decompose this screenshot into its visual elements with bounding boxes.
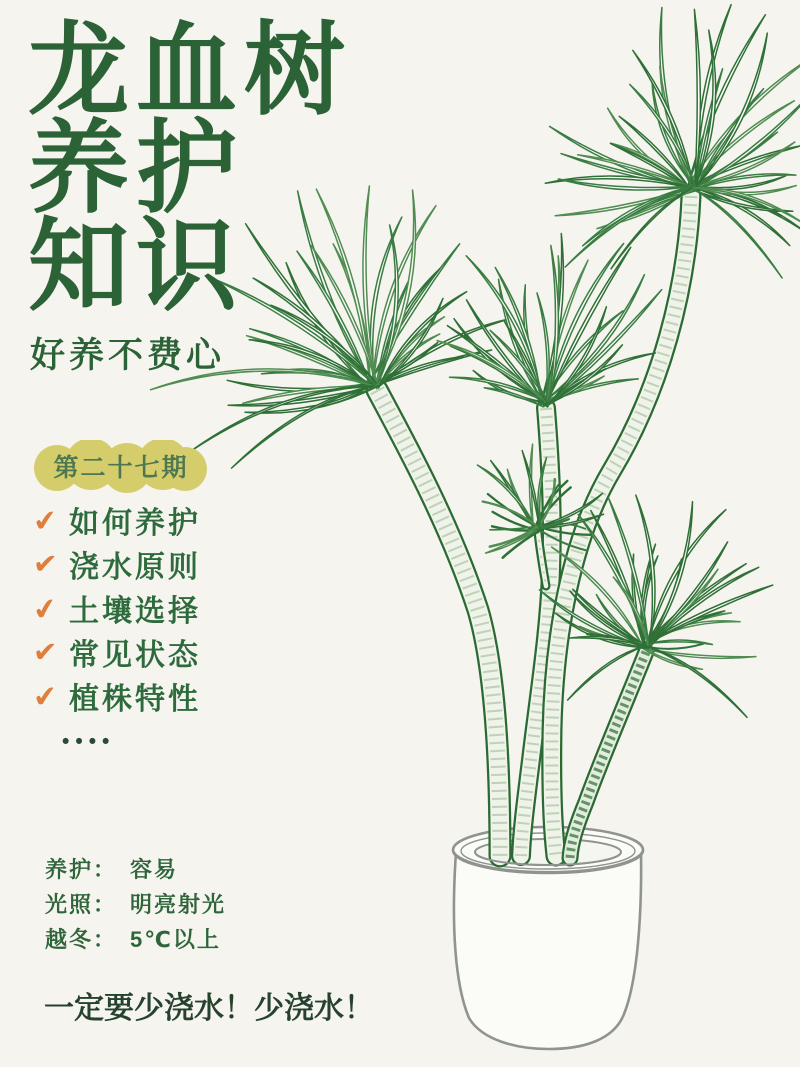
checklist-item-label: 植株特性 (69, 683, 201, 716)
page-title-line-1: 龙血树 (28, 15, 353, 127)
checklist-item (33, 498, 201, 542)
footer-warning: 一定要少浇水！少浇水！ (44, 992, 374, 1025)
checklist-item-label: 土壤选择 (69, 595, 201, 628)
care-label: 越冬： (45, 927, 118, 952)
subtitle: 好养不费心 (30, 336, 226, 375)
care-info-row (45, 886, 226, 921)
care-label: 光照： (45, 892, 118, 917)
issue-badge (32, 440, 210, 493)
care-value: 明亮射光 (130, 892, 227, 917)
care-info-row (45, 921, 226, 956)
page-title-line-2: 养护 (28, 113, 245, 225)
check-icon: ✔ (31, 680, 59, 715)
check-icon: ✔ (31, 503, 60, 539)
topics-checklist (30, 498, 201, 718)
care-value: 容易 (130, 857, 179, 882)
checklist-item (33, 630, 201, 674)
checklist-ellipsis: •••• (62, 730, 116, 753)
check-icon: ✔ (30, 591, 61, 628)
check-icon: ✔ (32, 635, 58, 669)
checklist-item (33, 674, 201, 718)
care-info-row (45, 851, 226, 886)
checklist-item (33, 542, 201, 586)
page-title (28, 15, 353, 323)
checklist-item-label: 浇水原则 (69, 551, 201, 584)
care-value: 5℃以上 (130, 927, 221, 952)
checklist-item-label: 如何养护 (69, 507, 201, 540)
issue-badge-label: 第二十七期 (53, 453, 189, 482)
checklist-item-label: 常见状态 (69, 639, 201, 672)
care-label: 养护： (45, 857, 118, 882)
checklist-item (30, 586, 201, 630)
page-title-line-3: 知识 (28, 211, 245, 323)
check-icon: ✔ (31, 547, 59, 581)
care-info (45, 851, 226, 956)
